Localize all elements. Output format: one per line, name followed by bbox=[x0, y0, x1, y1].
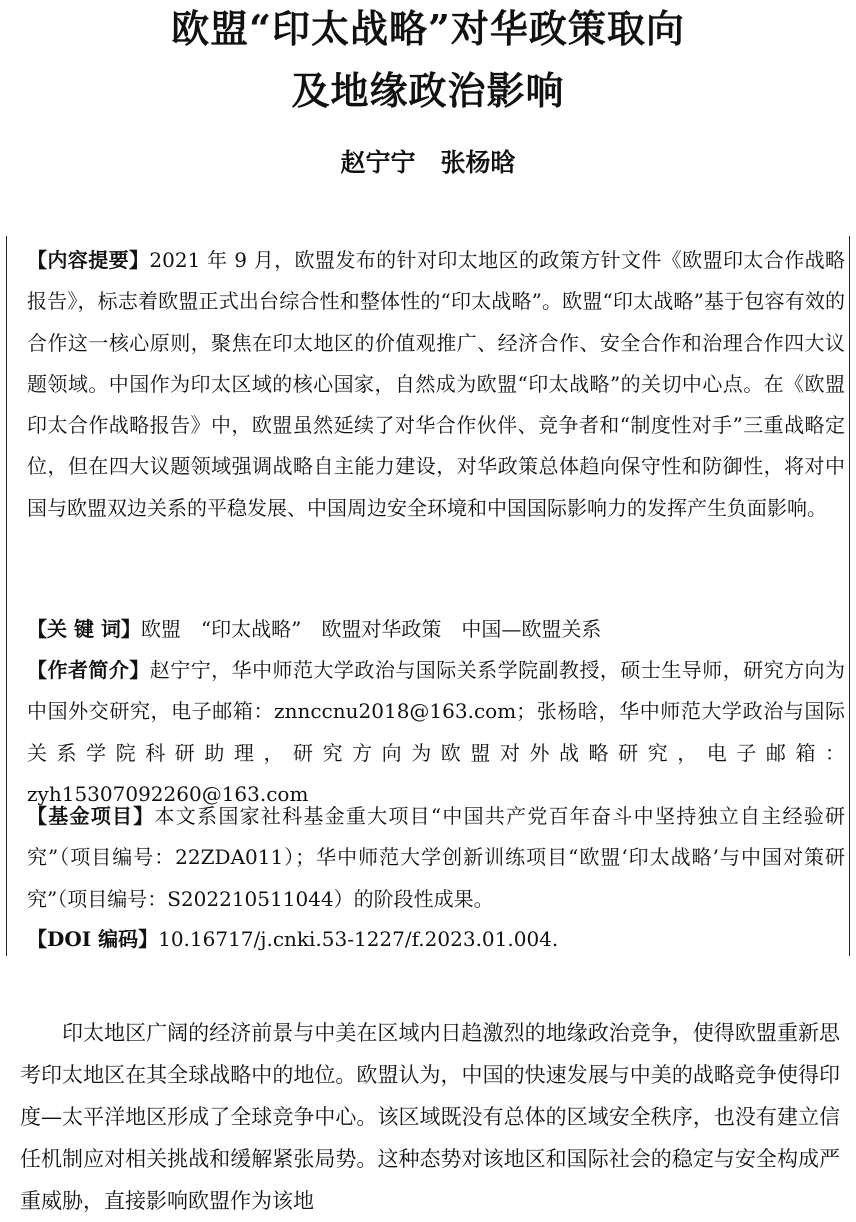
fund-text: 本文系国家社科基金重大项目“中国共产党百年奋斗中坚持独立自主经验研究”（项目编号：22ZDA011）；华中师范大学创新训练项目“欧盟‘印太战略’与中国对策研究”（项目编号：S202210511044）的阶段性成果。 bbox=[27, 804, 845, 911]
article-authors: 赵宁宁 张杨晗 bbox=[340, 148, 516, 177]
abstract-label: 【内容提要】 bbox=[27, 248, 150, 272]
fund-paragraph bbox=[27, 796, 845, 920]
abstract-paragraph bbox=[27, 240, 845, 529]
abstract-box bbox=[6, 236, 850, 956]
doi-label: 【DOI 编码】 bbox=[27, 927, 159, 951]
abstract-text: 2021 年 9 月，欧盟发布的针对印太地区的政策方针文件《欧盟印太合作战略报告》，标志着欧盟正式出台综合性和整体性的“印太战略”。欧盟“印太战略”基于包容有效的合作这一核心原则，聚焦在印太地区的价值观推广、经济合作、安全合作和治理合作四大议题领域。中国作为印太区域的核心国家，自然成为欧盟“印太战略”的关切中心点。在《欧盟印太合作战略报告》中，欧盟虽然延续了对华合作伙伴、竞争者和“制度性对手”三重战略定位，但在四大议题领域强调战略自主能力建设，对华政策总体趋向保守性和防御性，将对中国与欧盟双边关系的平稳发展、中国周边安全环境和中国国际影响力的发挥产生负面影响。 bbox=[27, 248, 845, 520]
article-title-line2: 及地缘政治影响 bbox=[291, 68, 565, 113]
article-title-line1: 欧盟“印太战略”对华政策取向 bbox=[171, 6, 685, 51]
author-bio-text: 赵宁宁，华中师范大学政治与国际关系学院副教授，硕士生导师，研究方向为中国外交研究，电子邮箱：znnccnu2018@163.com；张杨晗，华中师范大学政治与国际关系学院科研助理，研究方向为欧盟对外战略研究，电子邮箱：zyh15307092260@163.com bbox=[27, 658, 846, 806]
keywords-label: 【关 键 词】 bbox=[27, 617, 141, 641]
author-bio-paragraph bbox=[27, 650, 845, 815]
fund-label: 【基金项目】 bbox=[27, 804, 155, 828]
keywords-text: 欧盟 “印太战略” 欧盟对华政策 中国—欧盟关系 bbox=[140, 617, 602, 641]
doi-paragraph bbox=[27, 919, 845, 960]
doi-text: 10.16717/j.cnki.53-1227/f.2023.01.004. bbox=[158, 927, 559, 951]
keywords-paragraph bbox=[27, 609, 845, 650]
body-paragraph: 印太地区广阔的经济前景与中美在区域内日趋激烈的地缘政治竞争，使得欧盟重新思考印太地区在其全球战略中的地位。欧盟认为，中国的快速发展与中美的战略竞争使得印度—太平洋地区形成了全球竞争中心。该区域既没有总体的区域安全秩序，也没有建立信任机制应对相关挑战和缓解紧张局势。这种态势对该地区和国际社会的稳定与安全构成严重威胁，直接影响欧盟作为该地 bbox=[20, 1021, 840, 1213]
author-bio-label: 【作者简介】 bbox=[27, 658, 150, 682]
